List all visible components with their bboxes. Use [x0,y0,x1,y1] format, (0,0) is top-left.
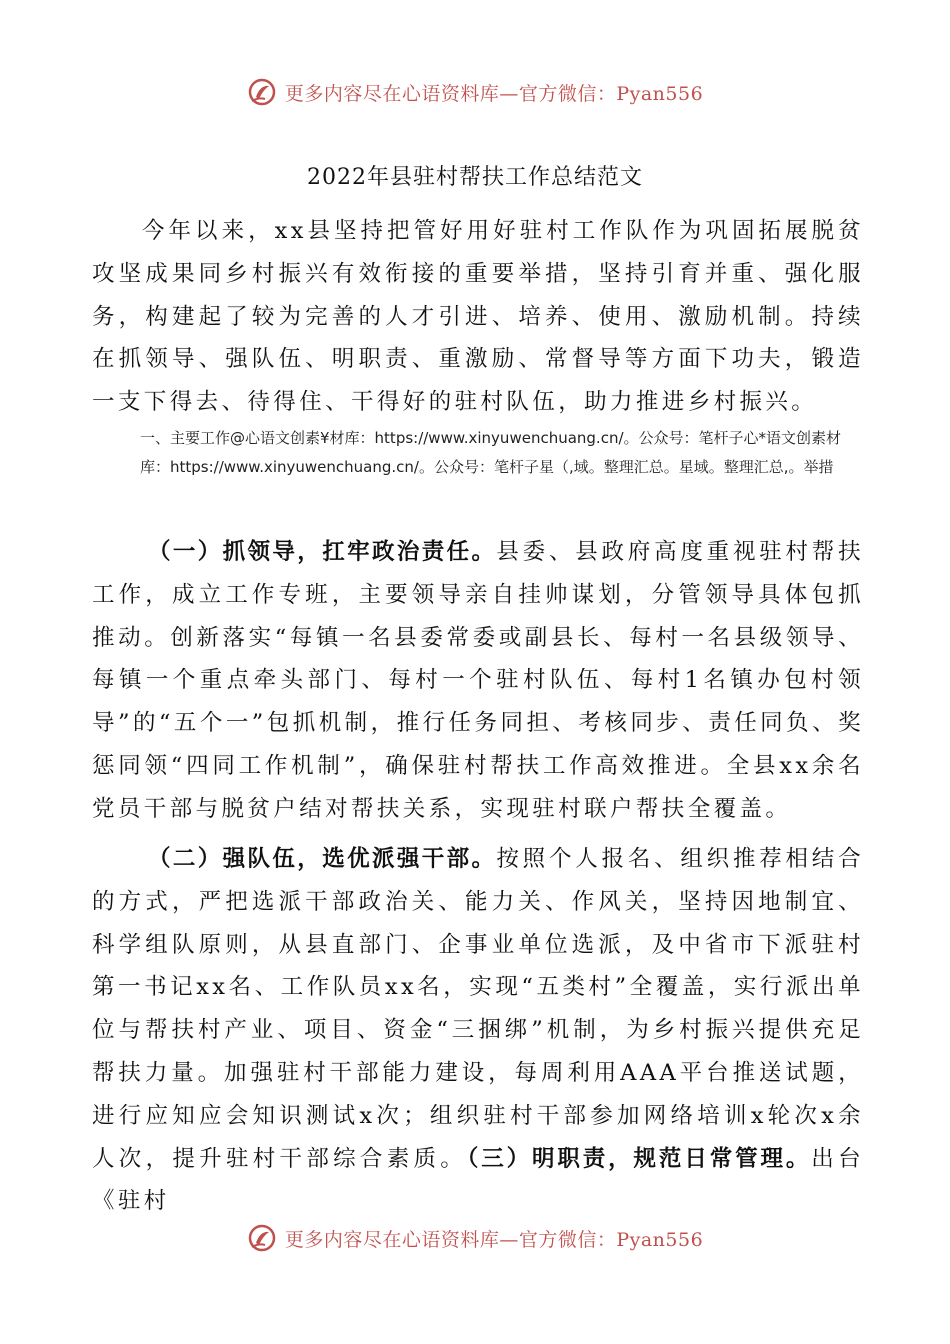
brand-logo-icon [247,1223,277,1253]
footer-watermark [0,1218,950,1258]
intro-paragraph: 今年以来，xx县坚持把管好用好驻村工作队作为巩固拓展脱贫攻坚成果同乡村振兴有效衔接的重要举措，坚持引育并重、强化服务，构建起了较为完善的人才引进、培养、使用、激励机制。持续在抓领导、强队伍、明职责、重激励、常督导等方面下功夫，锻造一支下得去、待得住、干得好的驻村队伍，助力推进乡村振兴。 [92,218,864,416]
header-watermark [0,72,950,112]
watermark-text: 更多内容尽在心语资料库—官方微信：Pyan556 [284,82,704,105]
section-note-text: 一、主要工作@心语文创素¥材库：https://www.xinyuwenchuang.cn/。公众号：笔杆子心*语文创素材库：https://www.xinyuwenchuang.cn/。公众号：笔杆子星（,域。整理汇总。星域。整理汇总,。举措 [140,429,842,476]
section-1-heading: （一）抓领导，扛牢政治责任。 [148,539,497,565]
section-1-text: 县委、县政府高度重视驻村帮扶工作，成立工作专班，主要领导亲自挂帅谋划，分管领导具体包抓推动。创新落实“每镇一名县委常委或副县长、每村一名县级领导、每镇一个重点牵头部门、每村一个驻村队伍、每村1名镇办包村领导”的“五个一”包抓机制，推行任务同担、考核同步、责任同负、奖惩同领“四同工作机制”，确保驻村帮扶工作高效推进。全县xx余名党员干部与脱贫户结对帮扶关系，实现驻村联户帮扶全覆盖。 [92,539,864,822]
watermark-text: 更多内容尽在心语资料库—官方微信：Pyan556 [284,1228,704,1251]
section-3-heading: （三）明职责，规范日常管理。 [467,1145,812,1172]
section-note [92,424,864,482]
section-2-text: 按照个人报名、组织推荐相结合的方式，严把选派干部政治关、能力关、作风关，坚持因地制宜、科学组队原则，从县直部门、企事业单位选派，及中省市下派驻村第一书记xx名、工作队员xx名，实现“五类村”全覆盖，实行派出单位与帮扶村产业、项目、资金“三捆绑”机制，为乡村振兴提供充足帮扶力量。加强驻村干部能力建设，每周利用AAA平台推送试题，进行应知应会知识测试x次；组织驻村干部参加网络培训x轮次x余人次，提升驻村干部综合素质。 [92,846,864,1172]
section-3-text: 出台《驻村 [92,1145,864,1215]
section-2-paragraph [92,838,864,1223]
section-1-paragraph [92,531,864,831]
brand-logo-icon [247,77,277,107]
document-title: 2022年县驻村帮扶工作总结范文 [307,165,643,190]
section-2-heading: （二）强队伍，选优派强干部。 [148,846,497,872]
